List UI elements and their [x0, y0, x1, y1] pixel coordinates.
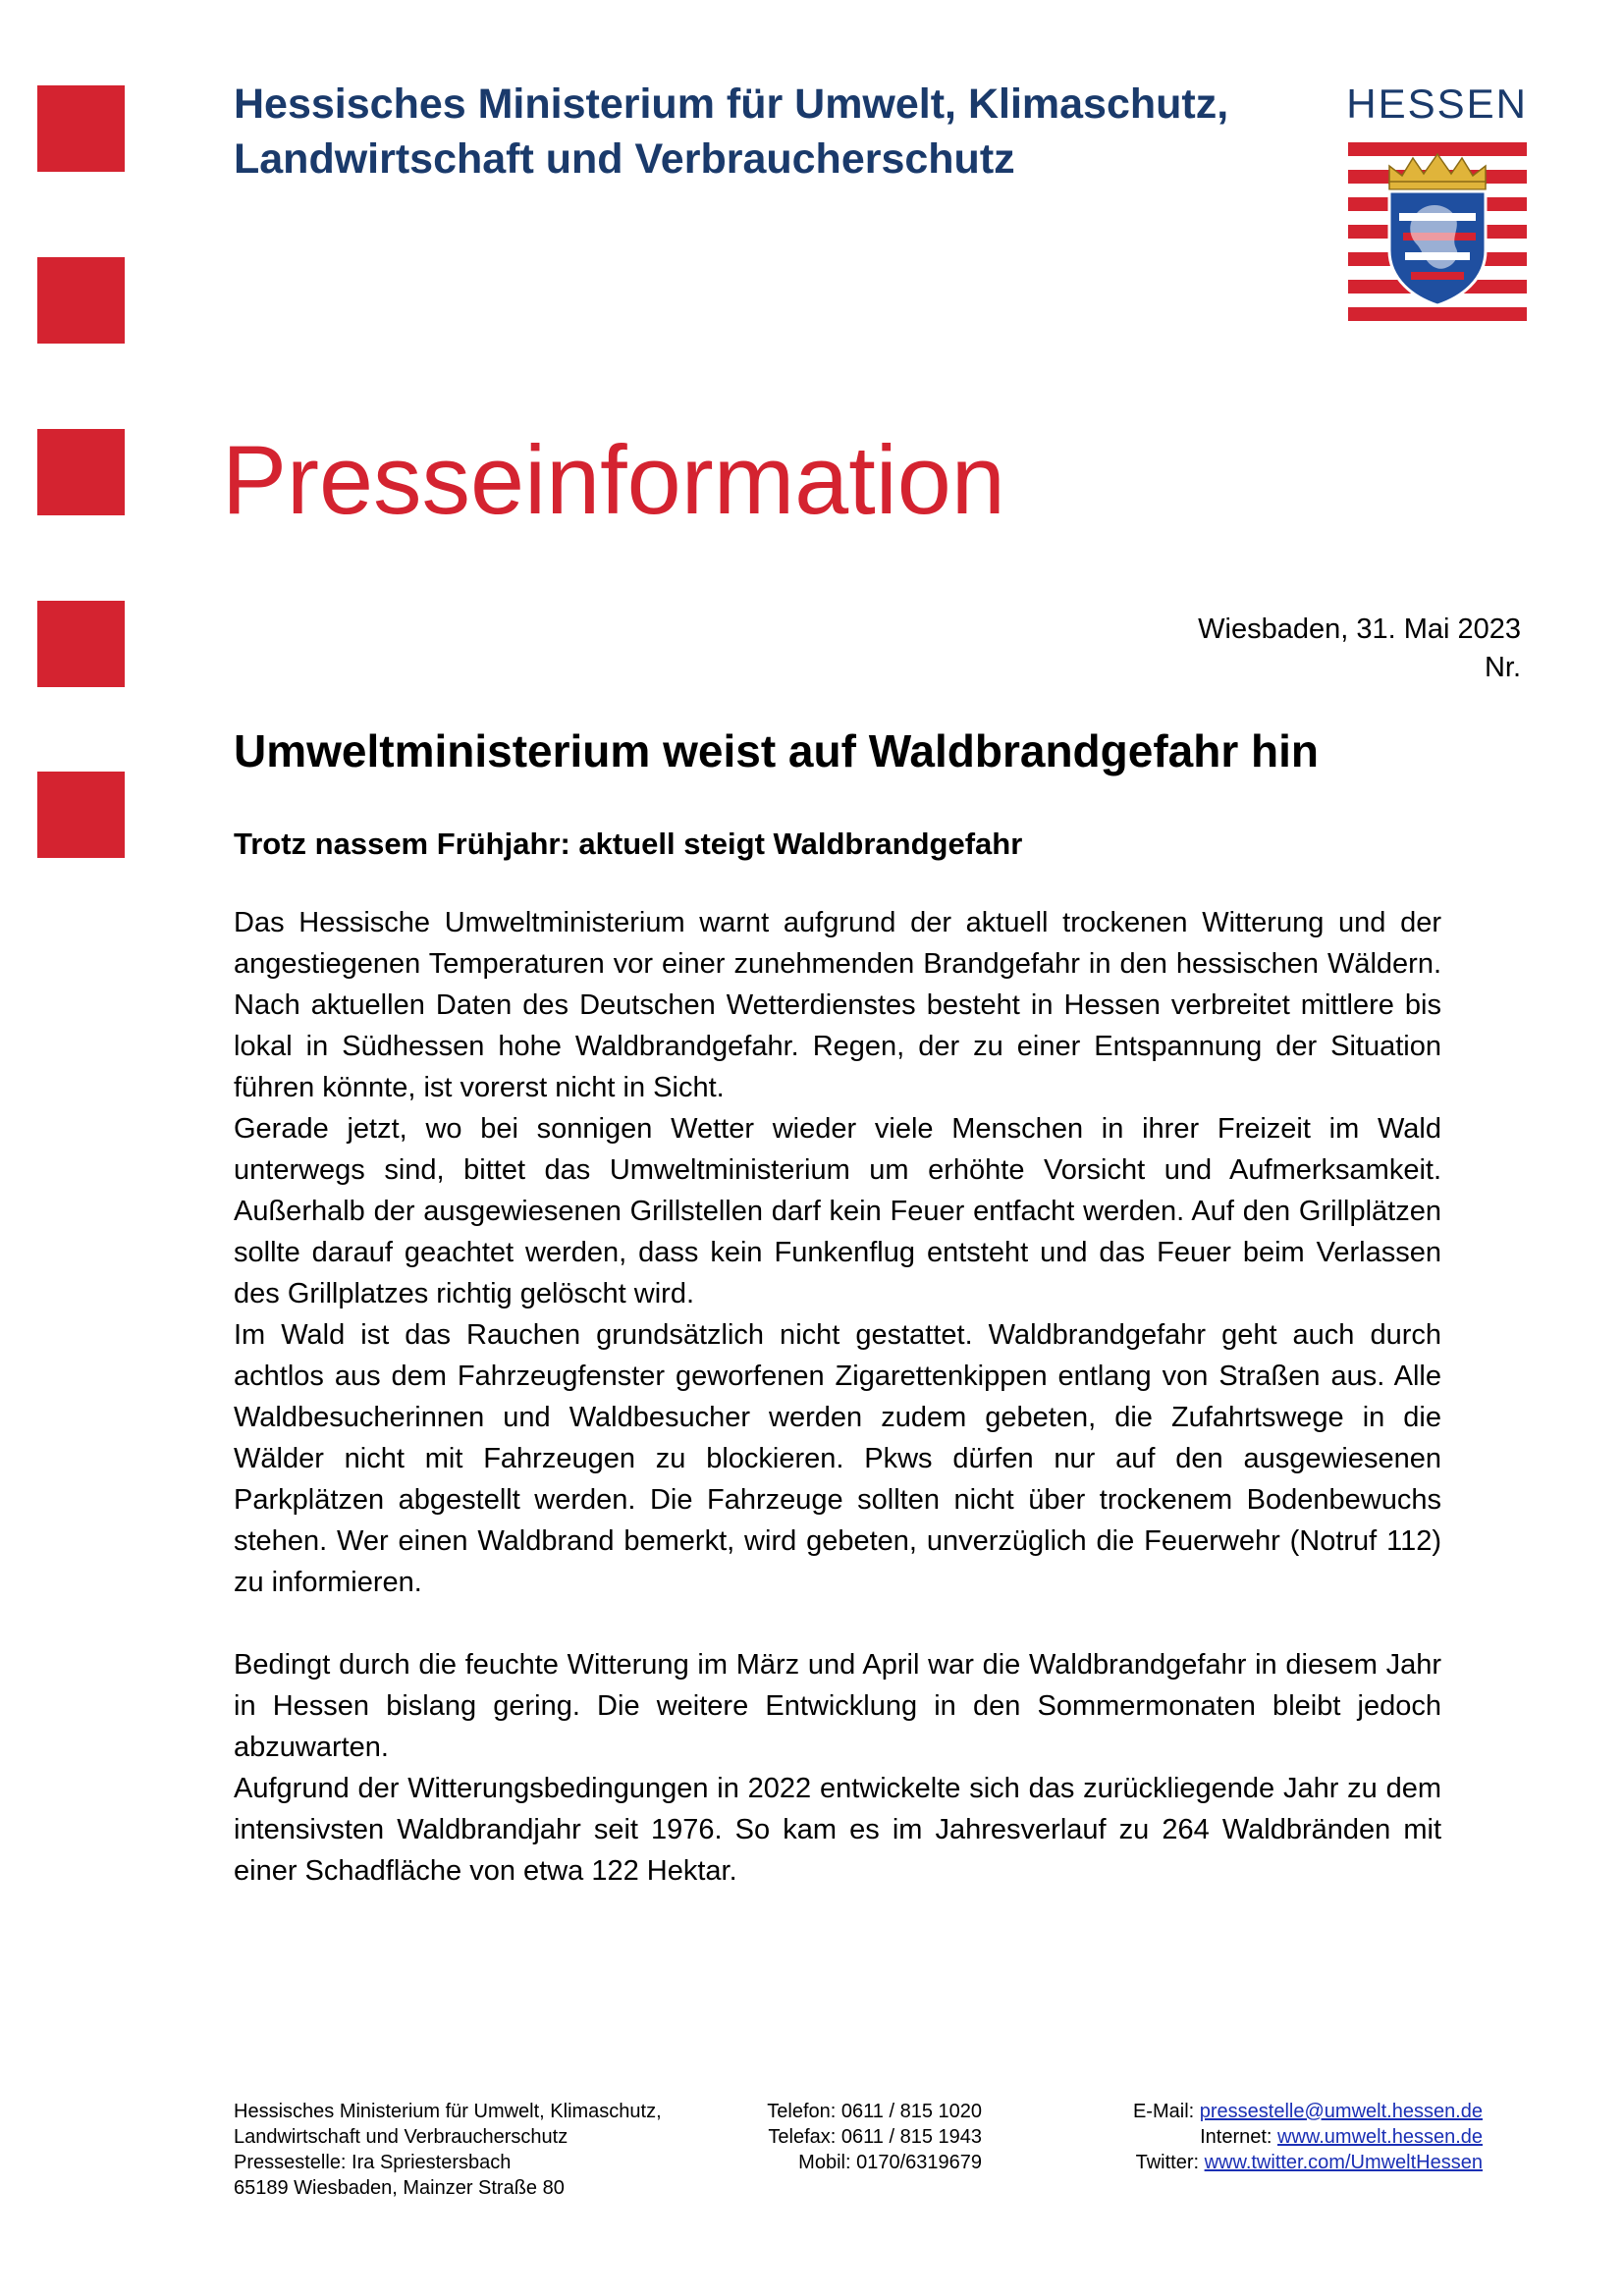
body-paragraph-3: Im Wald ist das Rauchen grundsätzlich nicht gestattet. Waldbrandgefahr geht auch durch achtlos aus dem Fahrzeugfenster geworfenen Zigarettenkippen entlang von Straßen aus. Alle Waldbesucherinnen und Waldbesucher werden zudem gebeten, die Zufahrtswege in die Wälder nicht mit Fahrzeugen zu blockieren. Pkws dürfen nur auf den ausgewiesenen Parkplätzen abgestellt werden. Die Fahrzeuge sollten nicht über trockenem Bodenbewuchs stehen. Wer einen Waldbrand bemerkt, wird gebeten, unverzüglich die Feuerwehr (Notruf 112) zu informieren.: [234, 1319, 1441, 1598]
decorative-red-square-4: [37, 601, 125, 687]
footer-contact: [1031, 2099, 1483, 2175]
footer-twitter-row: [1031, 2150, 1483, 2175]
headline: Umweltministerium weist auf Waldbrandgefahr hin: [234, 725, 1319, 776]
document-type-title: Presseinformation: [222, 425, 1005, 534]
ministry-name-line1: Hessisches Ministerium für Umwelt, Klimaschutz,: [234, 80, 1229, 128]
hessen-coat-of-arms-icon: [1348, 142, 1527, 321]
footer-address-line1: Hessisches Ministerium für Umwelt, Klimaschutz,: [234, 2101, 662, 2122]
footer-mobil: Mobil: 0170/6319679: [798, 2152, 982, 2173]
subheadline: Trotz nassem Frühjahr: aktuell steigt Waldbrandgefahr: [234, 827, 1023, 861]
decorative-red-square-1: [37, 85, 125, 172]
date-block: [1031, 611, 1521, 687]
ministry-name: [234, 77, 1343, 187]
decorative-red-square-2: [37, 257, 125, 344]
internet-label: Internet:: [1200, 2126, 1278, 2148]
footer-email-row: [1031, 2099, 1483, 2124]
body-section-2: [234, 1644, 1441, 1892]
ministry-name-line2: Landwirtschaft und Verbraucherschutz: [234, 135, 1015, 183]
email-link[interactable]: pressestelle@umwelt.hessen.de: [1199, 2101, 1483, 2122]
body-paragraph-4: Bedingt durch die feuchte Witterung im März und April war die Waldbrandgefahr in diesem Jahr in Hessen bislang gering. Die weitere Entwicklung in den Sommermonaten bleibt jedoch abzuwarten.: [234, 1649, 1441, 1763]
footer-phone: [727, 2099, 982, 2175]
footer-address-line3: Pressestelle: Ira Spriestersbach: [234, 2152, 512, 2173]
hessen-wordmark: HESSEN: [1346, 80, 1528, 127]
twitter-link[interactable]: www.twitter.com/UmweltHessen: [1204, 2152, 1483, 2173]
press-release-number: Nr.: [1484, 652, 1521, 683]
internet-link[interactable]: www.umwelt.hessen.de: [1277, 2126, 1483, 2148]
email-label: E-Mail:: [1132, 2101, 1200, 2122]
footer-telefax: Telefax: 0611 / 815 1943: [768, 2126, 982, 2148]
footer-telefon: Telefon: 0611 / 815 1020: [767, 2101, 982, 2122]
footer-address-line4: 65189 Wiesbaden, Mainzer Straße 80: [234, 2177, 565, 2199]
body-paragraph-2: Gerade jetzt, wo bei sonnigen Wetter wieder viele Menschen in ihrer Freizeit im Wald unterwegs sind, bittet das Umweltministerium um erhöhte Vorsicht und Aufmerksamkeit. Außerhalb der ausgewiesenen Grillstellen darf kein Feuer entfacht werden. Auf den Grillplätzen sollte darauf geachtet werden, dass kein Funkenflug entsteht und das Feuer beim Verlassen des Grillplatzes richtig gelöscht wird.: [234, 1113, 1441, 1309]
footer-address: [234, 2099, 662, 2201]
footer-address-line2: Landwirtschaft und Verbraucherschutz: [234, 2126, 568, 2148]
body-paragraph-1: Das Hessische Umweltministerium warnt aufgrund der aktuell trockenen Witterung und der angestiegenen Temperaturen vor einer zunehmenden Brandgefahr in den hessischen Wäldern. Nach aktuellen Daten des Deutschen Wetterdienstes besteht in Hessen verbreitet mittlere bis lokal in Südhessen hohe Waldbrandgefahr. Regen, der zu einer Entspannung der Situation führen könnte, ist vorerst nicht in Sicht.: [234, 907, 1441, 1103]
twitter-label: Twitter:: [1135, 2152, 1205, 2173]
footer-internet-row: [1031, 2124, 1483, 2150]
place-date: Wiesbaden, 31. Mai 2023: [1198, 614, 1521, 645]
decorative-red-square-5: [37, 772, 125, 858]
body-paragraph-5: Aufgrund der Witterungsbedingungen in 2022 entwickelte sich das zurückliegende Jahr zu dem intensivsten Waldbrandjahr seit 1976. So kam es im Jahresverlauf zu 264 Waldbränden mit einer Schadfläche von etwa 122 Hektar.: [234, 1773, 1441, 1887]
body-section-1: [234, 902, 1441, 1603]
decorative-red-square-3: [37, 429, 125, 515]
